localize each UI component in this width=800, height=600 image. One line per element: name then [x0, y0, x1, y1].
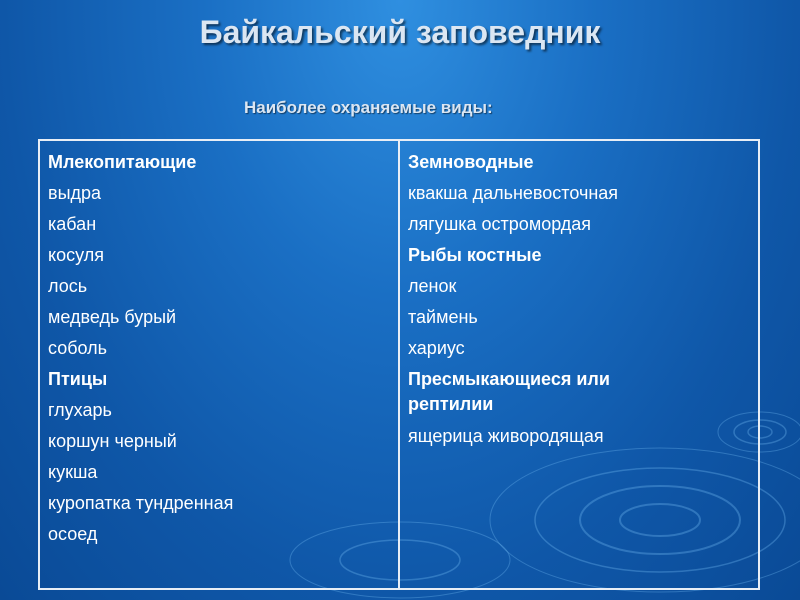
species-item: таймень [408, 307, 478, 327]
species-item: коршун черный [48, 431, 177, 451]
species-item: ящерица живородящая [408, 426, 604, 446]
slide-title: Байкальский заповедник [199, 14, 601, 50]
group-heading-reptiles: Пресмыкающиеся или рептилии [408, 369, 610, 414]
species-item: лось [48, 276, 88, 296]
group-heading-mammals: Млекопитающие [48, 152, 197, 172]
species-item: глухарь [48, 400, 112, 420]
species-item: лягушка остромордая [408, 214, 592, 234]
group-heading-bony-fish: Рыбы костные [408, 245, 542, 265]
species-item: косуля [48, 245, 104, 265]
species-item: выдра [48, 183, 102, 203]
species-item: куропатка тундренная [48, 493, 234, 513]
species-table [38, 139, 760, 590]
species-item: ленок [408, 276, 457, 296]
species-item: квакша дальневосточная [408, 183, 619, 203]
species-column-right [400, 141, 758, 588]
group-heading-amphibians: Земноводные [408, 152, 534, 172]
group-heading-birds: Птицы [48, 369, 108, 389]
species-item: медведь бурый [48, 307, 177, 327]
species-item: осоед [48, 524, 98, 544]
species-column-left [40, 141, 400, 588]
slide-subtitle: Наиболее охраняемые виды: [244, 98, 493, 117]
species-item: соболь [48, 338, 108, 358]
species-item: хариус [408, 338, 465, 358]
species-item: кабан [48, 214, 97, 234]
species-item: кукша [48, 462, 98, 482]
